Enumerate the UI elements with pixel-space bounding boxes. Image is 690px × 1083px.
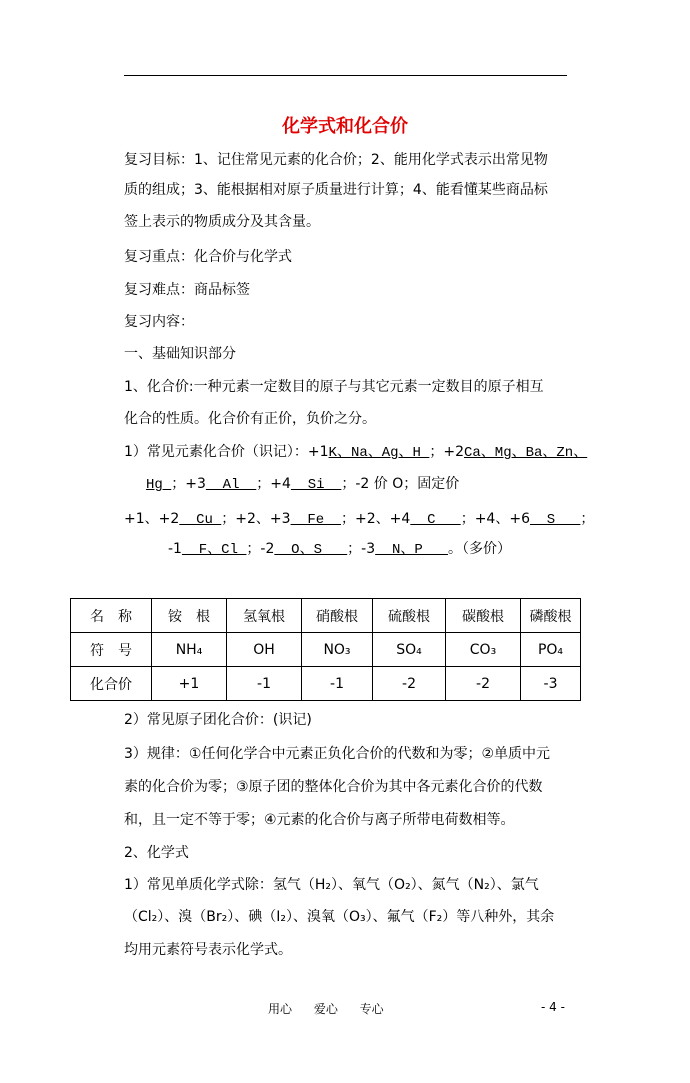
page-number: - 4 - xyxy=(541,1000,565,1014)
text-line: 化合的性质。化合价有正价，负价之分。 xyxy=(124,411,376,427)
t: -1 xyxy=(168,541,182,557)
text-line: 复习目标：1、记住常见元素的化合价；2、能用化学式表示出常见物 xyxy=(124,152,548,168)
table-row xyxy=(71,599,581,633)
section-heading: 2、化学式 xyxy=(124,845,189,861)
table-cell: 碳酸根 xyxy=(446,599,521,633)
table-cell: 硫酸根 xyxy=(373,599,446,633)
table-cell: -2 xyxy=(446,667,521,701)
t: ；-2 价 O；固定价 xyxy=(341,476,460,492)
t: ；-3 xyxy=(347,541,376,557)
table-row xyxy=(71,667,581,701)
table-cell: 氢氧根 xyxy=(227,599,302,633)
doc-title: 化学式和化合价 xyxy=(282,116,408,137)
text-line: 素的化合价为零；③原子团的整体化合价为其中各元素化合价的代数 xyxy=(124,779,543,795)
blank: Si xyxy=(290,477,342,493)
blank: O、S xyxy=(274,542,348,558)
t: ； xyxy=(580,511,595,527)
table-cell: 铵 根 xyxy=(152,599,227,633)
valence-line xyxy=(124,509,594,530)
text-line: 复习重点：化合价与化学式 xyxy=(124,249,292,265)
table-cell: -1 xyxy=(227,667,302,701)
t: ；+4 xyxy=(256,476,291,492)
t: ；+2、+3 xyxy=(221,511,291,527)
t: +1、+2 xyxy=(124,511,180,527)
table-cell: 化合价 xyxy=(71,667,152,701)
table-cell: -3 xyxy=(521,667,581,701)
t: ；+3 xyxy=(171,476,206,492)
table-cell: -1 xyxy=(302,667,373,701)
text-line: （Cl₂）、溴（Br₂）、碘（I₂）、溴氧（O₃）、氟气（F₂）等八种外，其余 xyxy=(124,909,555,925)
table-cell: NO₃ xyxy=(302,633,373,667)
text-line: 均用元素符号表示化学式。 xyxy=(124,942,292,958)
text-line: 质的组成；3、能根据相对原子质量进行计算；4、能看懂某些商品标 xyxy=(124,182,548,198)
table-cell: CO₃ xyxy=(446,633,521,667)
radical-valence-table xyxy=(70,598,581,701)
text-line: 复习内容： xyxy=(124,314,194,330)
t: ；+4、+6 xyxy=(460,511,530,527)
valence-line xyxy=(168,539,511,560)
text-line: 和，且一定不等于零；④元素的化合价与离子所带电荷数相等。 xyxy=(124,812,515,828)
text-line: 复习难点：商品标签 xyxy=(124,282,250,298)
blank: K、Na、Ag、H xyxy=(328,445,430,461)
valence-line xyxy=(146,474,459,495)
section-heading: 一、基础知识部分 xyxy=(124,346,236,362)
table-row xyxy=(71,633,581,667)
table-cell: 磷酸根 xyxy=(521,599,581,633)
blank: S xyxy=(529,512,581,528)
blank: N、P xyxy=(375,542,448,558)
t: 1）常见元素化合价（识记）：+1 xyxy=(124,444,329,460)
blank: F、Cl xyxy=(181,542,247,558)
table-cell: 硝酸根 xyxy=(302,599,373,633)
table-cell: SO₄ xyxy=(373,633,446,667)
table-cell: -2 xyxy=(373,667,446,701)
text-line: 1）常见单质化学式除：氢气（H₂）、氧气（O₂）、氮气（N₂）、氯气 xyxy=(124,877,539,893)
t: ；-2 xyxy=(246,541,275,557)
header-rule xyxy=(124,75,567,76)
table-cell: PO₄ xyxy=(521,633,581,667)
text-line: 2）常见原子团化合价：(识记) xyxy=(124,712,312,728)
text-line: 3）规律：①任何化学合中元素正负化合价的代数和为零；②单质中元 xyxy=(124,746,551,762)
blank: Cu xyxy=(179,512,222,528)
table-cell: OH xyxy=(227,633,302,667)
table-cell: 名 称 xyxy=(71,599,152,633)
table-cell: NH₄ xyxy=(152,633,227,667)
t: ；+2、+4 xyxy=(341,511,411,527)
valence-line xyxy=(124,442,587,463)
blank: Ca、Mg、Ba、Zn、 xyxy=(464,445,588,461)
table-cell: 符 号 xyxy=(71,633,152,667)
blank: C xyxy=(410,512,461,528)
footer-motto: 用心 爱心 专心 xyxy=(268,1002,384,1016)
blank: Hg xyxy=(146,477,172,493)
t: ；+2 xyxy=(429,444,464,460)
blank: Fe xyxy=(290,512,341,528)
blank: Al xyxy=(205,477,257,493)
t: 。（多价） xyxy=(447,541,511,557)
text-line: 1、化合价:一种元素一定数目的原子与其它元素一定数目的原子相互 xyxy=(124,379,544,395)
text-line: 签上表示的物质成分及其含量。 xyxy=(124,214,320,230)
table-cell: +1 xyxy=(152,667,227,701)
